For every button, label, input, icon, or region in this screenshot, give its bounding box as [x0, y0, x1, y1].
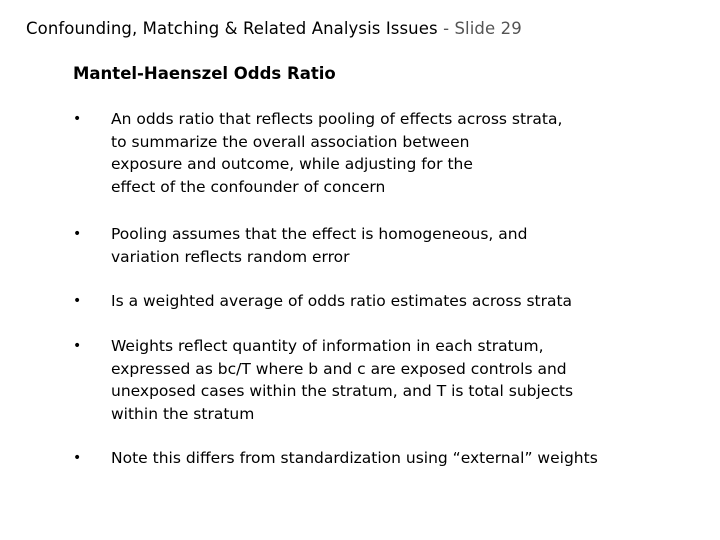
bullet-dot: •	[73, 226, 82, 242]
bullet-line: to summarize the overall association between	[111, 132, 470, 151]
bullet-line: Note this differs from standardization using “external” weights	[111, 449, 598, 467]
bullet-line: effect of the confounder of concern	[111, 177, 386, 196]
bullet-text	[111, 335, 651, 425]
slide-title: Mantel-Haenszel Odds Ratio	[73, 64, 336, 83]
bullet-text	[111, 223, 651, 268]
bullet-line: Is a weighted average of odds ratio estimates across strata	[111, 292, 573, 310]
bullet-text	[111, 108, 651, 198]
bullet-text	[111, 290, 651, 313]
bullet-line: Pooling assumes that the effect is homogeneous, and	[111, 225, 528, 243]
bullet-line: Weights reflect quantity of information in each stratum,	[111, 337, 544, 355]
bullet-line: exposure and outcome, while adjusting for the	[111, 155, 473, 173]
bullet-text	[111, 447, 651, 470]
bullet-dot: •	[73, 450, 82, 466]
bullet-line: within the stratum	[111, 404, 255, 423]
header-separator: -	[443, 19, 450, 38]
bullet-line: variation reflects random error	[111, 247, 350, 266]
header-topic: Confounding, Matching & Related Analysis Issues	[26, 19, 438, 38]
bullet-line: An odds ratio that reflects pooling of effects across strata,	[111, 110, 563, 128]
bullet-line: unexposed cases within the stratum, and T is total subjects	[111, 382, 574, 400]
bullet-dot: •	[73, 293, 82, 309]
bullet-line: expressed as bc/T where b and c are exposed controls and	[111, 359, 567, 378]
bullet-dot: •	[73, 338, 82, 354]
slide-number: Slide 29	[454, 19, 522, 38]
bullet-dot: •	[73, 111, 82, 127]
